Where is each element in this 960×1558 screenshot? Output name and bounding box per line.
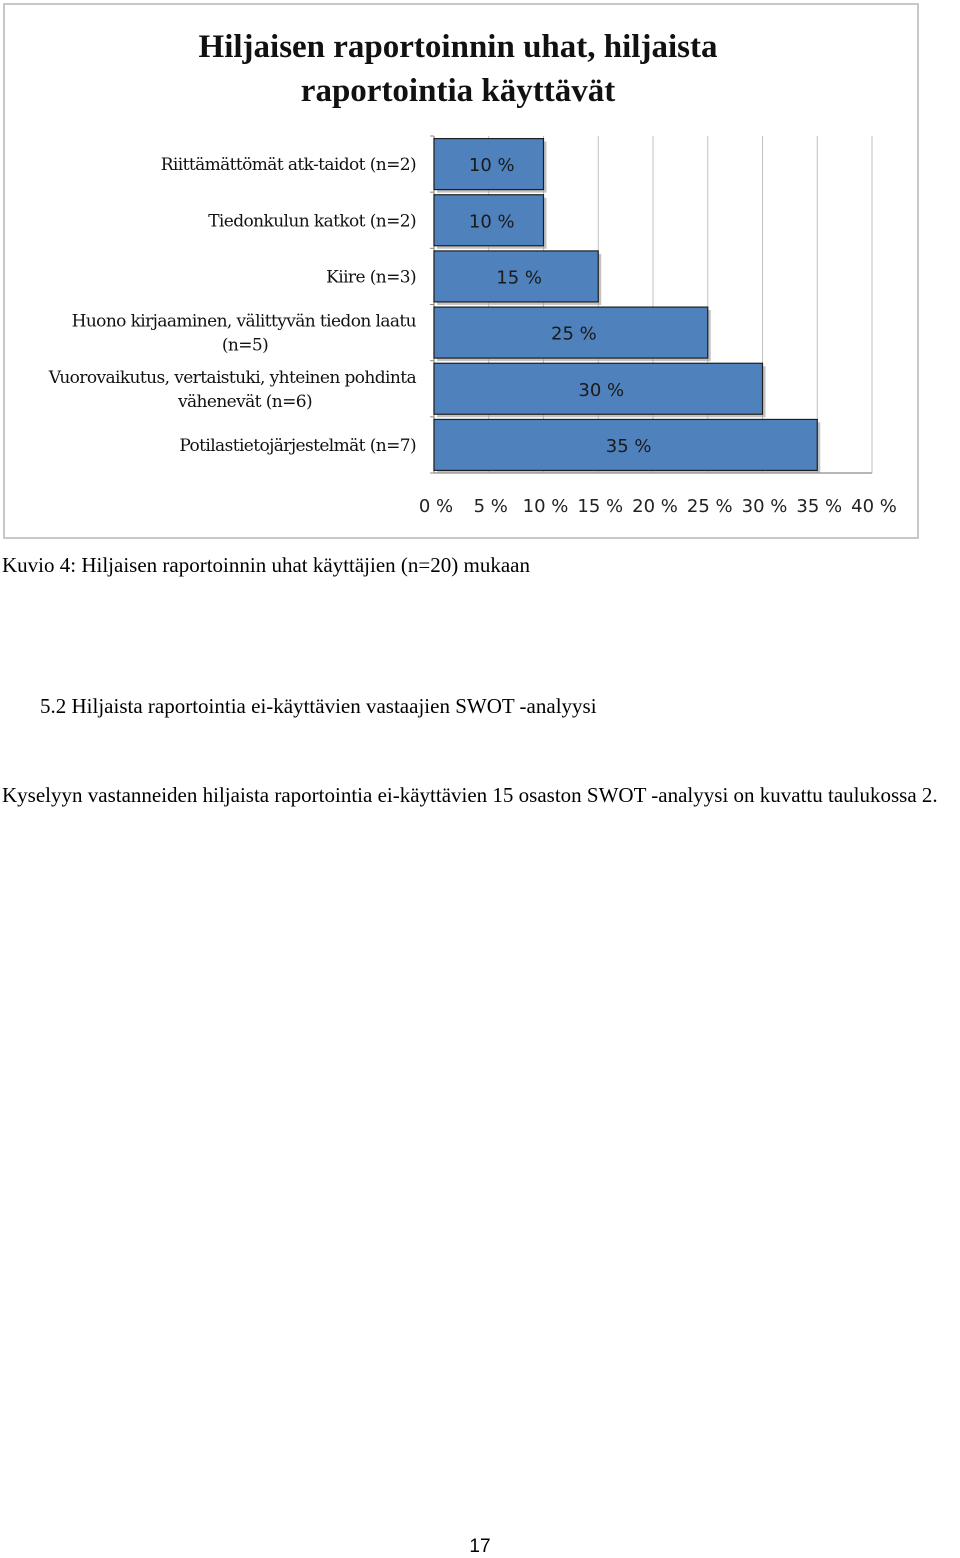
category-label: Kiire (n=3): [326, 267, 416, 288]
page-number: 17: [469, 1536, 491, 1557]
chart-title-line-1: Hiljaisen raportoinnin uhat, hiljaista: [198, 29, 718, 65]
bar-value-label: 35 %: [605, 435, 652, 457]
category-label: Tiedonkulun katkot (n=2): [208, 211, 416, 232]
category-label: (n=5): [221, 335, 269, 356]
body-paragraph: Kyselyyn vastanneiden hiljaista raportointia ei-käyttävien 15 osaston SWOT -analyysi on kuvattu taulukossa 2.: [2, 783, 938, 807]
x-tick-label: 25 %: [686, 496, 733, 517]
category-label: Potilastietojärjestelmät (n=7): [179, 435, 416, 456]
figure-caption: Kuvio 4: Hiljaisen raportoinnin uhat käyttäjien (n=20) mukaan: [2, 553, 530, 577]
x-tick-label: 10 %: [522, 496, 569, 517]
category-label: vähenevät (n=6): [177, 391, 313, 412]
x-tick-label: 0 %: [418, 496, 454, 517]
bar-value-label: 30 %: [578, 379, 625, 401]
category-label: Huono kirjaaminen, välittyvän tiedon laatu: [71, 311, 416, 332]
chart-frame: [3, 3, 919, 539]
x-tick-label: 20 %: [632, 496, 678, 517]
x-tick-label: 5 %: [473, 496, 508, 517]
category-label: Riittämättömät atk-taidot (n=2): [160, 155, 416, 176]
bar-value-label: 10 %: [468, 211, 515, 233]
bar-value-label: 10 %: [468, 155, 515, 177]
category-label: Vuorovaikutus, vertaistuki, yhteinen pohdinta: [48, 367, 416, 388]
x-tick-label: 15 %: [577, 496, 624, 517]
x-tick-label: 30 %: [741, 496, 788, 517]
x-tick-label: 40 %: [851, 496, 897, 517]
bar-chart: [5, 5, 921, 541]
x-tick-label: 35 %: [796, 496, 843, 517]
bar-value-label: 15 %: [496, 267, 542, 289]
chart-title-line-2: raportointia käyttävät: [300, 73, 616, 109]
bar-value-label: 25 %: [551, 323, 597, 345]
section-heading: 5.2 Hiljaista raportointia ei-käyttävien vastaajien SWOT -analyysi: [40, 694, 597, 718]
